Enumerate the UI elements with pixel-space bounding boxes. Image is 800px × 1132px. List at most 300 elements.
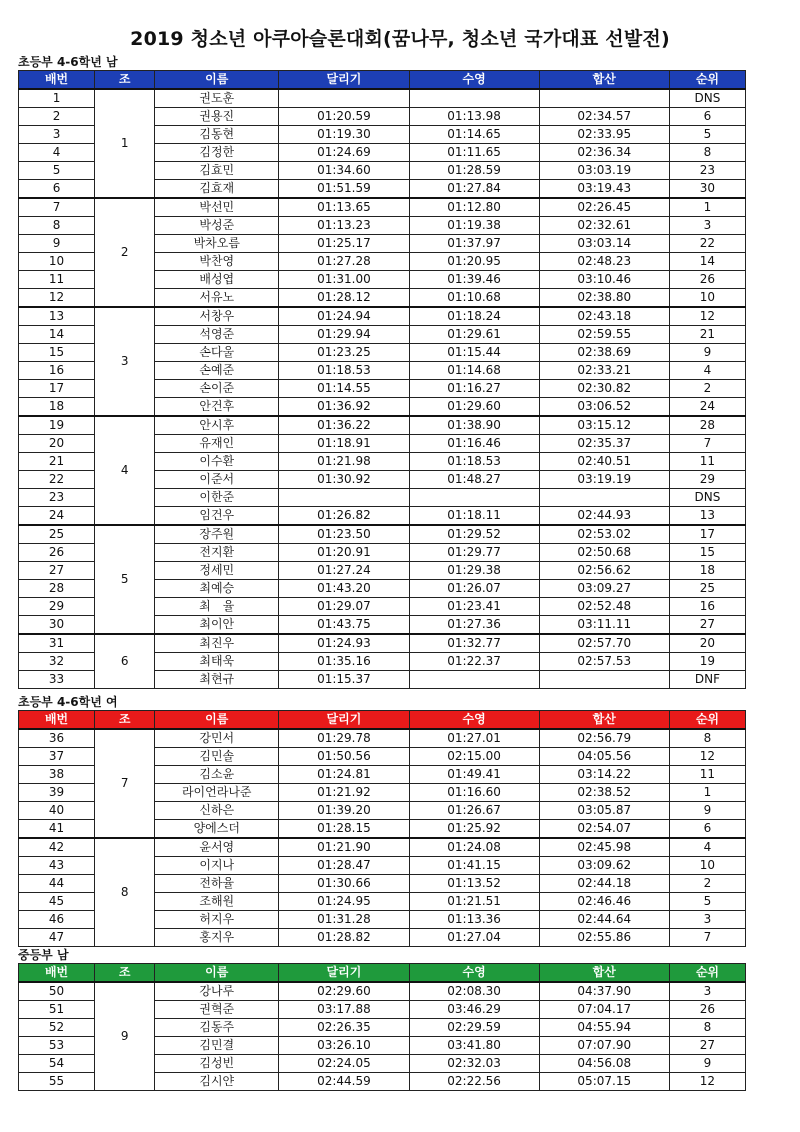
name-cell: 유재인 bbox=[155, 435, 279, 453]
name-cell: 라이언라나준 bbox=[155, 784, 279, 802]
total-time-cell: 07:07.90 bbox=[539, 1037, 669, 1055]
name-cell: 안건후 bbox=[155, 398, 279, 417]
swim-time-cell: 01:32.77 bbox=[409, 634, 539, 653]
bib-cell: 23 bbox=[19, 489, 95, 507]
total-time-cell: 02:54.07 bbox=[539, 820, 669, 839]
swim-time-cell: 01:27.84 bbox=[409, 180, 539, 199]
run-time-cell: 02:26.35 bbox=[279, 1019, 409, 1037]
run-time-cell: 01:27.28 bbox=[279, 253, 409, 271]
total-time-cell: 04:56.08 bbox=[539, 1055, 669, 1073]
section-title: 초등부 4-6학년 여 bbox=[18, 695, 118, 709]
swim-time-cell: 01:25.92 bbox=[409, 820, 539, 839]
rank-cell: 12 bbox=[669, 748, 745, 766]
total-time-cell: 04:05.56 bbox=[539, 748, 669, 766]
swim-time-cell: 03:46.29 bbox=[409, 1001, 539, 1019]
total-time-cell: 04:55.94 bbox=[539, 1019, 669, 1037]
name-cell: 박선민 bbox=[155, 198, 279, 217]
name-cell: 김정한 bbox=[155, 144, 279, 162]
run-time-cell: 01:29.94 bbox=[279, 326, 409, 344]
rank-cell: 4 bbox=[669, 838, 745, 857]
bib-cell: 13 bbox=[19, 307, 95, 326]
run-time-cell: 01:24.93 bbox=[279, 634, 409, 653]
rank-cell: 3 bbox=[669, 911, 745, 929]
run-time-cell: 01:14.55 bbox=[279, 380, 409, 398]
section-title: 중등부 남 bbox=[18, 948, 69, 962]
bib-cell: 28 bbox=[19, 580, 95, 598]
total-time-cell: 04:37.90 bbox=[539, 982, 669, 1001]
swim-time-cell: 01:27.01 bbox=[409, 729, 539, 748]
table-row bbox=[19, 634, 746, 653]
header-run: 달리기 bbox=[279, 71, 409, 90]
swim-time-cell: 01:26.07 bbox=[409, 580, 539, 598]
rank-cell: 8 bbox=[669, 729, 745, 748]
swim-time-cell: 01:49.41 bbox=[409, 766, 539, 784]
bib-cell: 29 bbox=[19, 598, 95, 616]
total-time-cell: 03:19.43 bbox=[539, 180, 669, 199]
swim-time-cell: 02:15.00 bbox=[409, 748, 539, 766]
run-time-cell: 01:28.15 bbox=[279, 820, 409, 839]
rank-cell: 8 bbox=[669, 1019, 745, 1037]
name-cell: 김동현 bbox=[155, 126, 279, 144]
bib-cell: 31 bbox=[19, 634, 95, 653]
swim-time-cell: 01:39.46 bbox=[409, 271, 539, 289]
run-time-cell: 01:29.07 bbox=[279, 598, 409, 616]
swim-time-cell: 01:12.80 bbox=[409, 198, 539, 217]
run-time-cell: 01:24.81 bbox=[279, 766, 409, 784]
name-cell: 손다울 bbox=[155, 344, 279, 362]
bib-cell: 44 bbox=[19, 875, 95, 893]
section-title: 초등부 4-6학년 남 bbox=[18, 55, 118, 69]
run-time-cell: 01:24.94 bbox=[279, 307, 409, 326]
run-time-cell: 01:15.37 bbox=[279, 671, 409, 689]
swim-time-cell: 02:08.30 bbox=[409, 982, 539, 1001]
rank-cell: 16 bbox=[669, 598, 745, 616]
table-row bbox=[19, 307, 746, 326]
total-time-cell: 02:55.86 bbox=[539, 929, 669, 947]
run-time-cell: 01:39.20 bbox=[279, 802, 409, 820]
swim-time-cell: 01:24.08 bbox=[409, 838, 539, 857]
run-time-cell: 01:29.78 bbox=[279, 729, 409, 748]
name-cell: 권도훈 bbox=[155, 89, 279, 108]
rank-cell: 22 bbox=[669, 235, 745, 253]
total-time-cell bbox=[539, 489, 669, 507]
rank-cell: 12 bbox=[669, 1073, 745, 1091]
total-time-cell: 03:09.27 bbox=[539, 580, 669, 598]
group-cell: 7 bbox=[95, 729, 155, 838]
run-time-cell: 01:13.23 bbox=[279, 217, 409, 235]
total-time-cell: 02:26.45 bbox=[539, 198, 669, 217]
run-time-cell: 01:26.82 bbox=[279, 507, 409, 526]
name-cell: 서창우 bbox=[155, 307, 279, 326]
name-cell: 최이안 bbox=[155, 616, 279, 635]
rank-cell: 17 bbox=[669, 525, 745, 544]
name-cell: 허지우 bbox=[155, 911, 279, 929]
bib-cell: 41 bbox=[19, 820, 95, 839]
rank-cell: 29 bbox=[669, 471, 745, 489]
bib-cell: 24 bbox=[19, 507, 95, 526]
name-cell: 손예준 bbox=[155, 362, 279, 380]
name-cell: 윤서영 bbox=[155, 838, 279, 857]
swim-time-cell: 01:20.95 bbox=[409, 253, 539, 271]
name-cell: 김효재 bbox=[155, 180, 279, 199]
rank-cell: 6 bbox=[669, 108, 745, 126]
bib-cell: 43 bbox=[19, 857, 95, 875]
table-row bbox=[19, 416, 746, 435]
run-time-cell: 01:25.17 bbox=[279, 235, 409, 253]
bib-cell: 39 bbox=[19, 784, 95, 802]
run-time-cell: 02:29.60 bbox=[279, 982, 409, 1001]
swim-time-cell: 01:27.36 bbox=[409, 616, 539, 635]
run-time-cell: 01:36.22 bbox=[279, 416, 409, 435]
run-time-cell: 01:30.92 bbox=[279, 471, 409, 489]
name-cell: 권혁준 bbox=[155, 1001, 279, 1019]
header-run: 달리기 bbox=[279, 964, 409, 983]
bib-cell: 45 bbox=[19, 893, 95, 911]
rank-cell: 11 bbox=[669, 453, 745, 471]
run-time-cell bbox=[279, 89, 409, 108]
name-cell: 김민결 bbox=[155, 1037, 279, 1055]
rank-cell: 20 bbox=[669, 634, 745, 653]
name-cell: 김민솔 bbox=[155, 748, 279, 766]
swim-time-cell: 01:16.60 bbox=[409, 784, 539, 802]
name-cell: 신하은 bbox=[155, 802, 279, 820]
header-group: 조 bbox=[95, 71, 155, 90]
total-time-cell bbox=[539, 89, 669, 108]
run-time-cell: 01:18.91 bbox=[279, 435, 409, 453]
table-row bbox=[19, 198, 746, 217]
swim-time-cell: 01:13.36 bbox=[409, 911, 539, 929]
swim-time-cell: 01:18.24 bbox=[409, 307, 539, 326]
group-cell: 3 bbox=[95, 307, 155, 416]
rank-cell: 5 bbox=[669, 126, 745, 144]
name-cell: 이수환 bbox=[155, 453, 279, 471]
bib-cell: 3 bbox=[19, 126, 95, 144]
rank-cell: 1 bbox=[669, 784, 745, 802]
bib-cell: 14 bbox=[19, 326, 95, 344]
total-time-cell: 07:04.17 bbox=[539, 1001, 669, 1019]
rank-cell: 26 bbox=[669, 1001, 745, 1019]
swim-time-cell: 01:16.46 bbox=[409, 435, 539, 453]
rank-cell: DNS bbox=[669, 489, 745, 507]
total-time-cell: 02:48.23 bbox=[539, 253, 669, 271]
run-time-cell: 01:23.25 bbox=[279, 344, 409, 362]
bib-cell: 54 bbox=[19, 1055, 95, 1073]
run-time-cell: 01:35.16 bbox=[279, 653, 409, 671]
name-cell: 최진우 bbox=[155, 634, 279, 653]
total-time-cell: 03:03.14 bbox=[539, 235, 669, 253]
bib-cell: 52 bbox=[19, 1019, 95, 1037]
run-time-cell: 03:17.88 bbox=[279, 1001, 409, 1019]
total-time-cell: 02:46.46 bbox=[539, 893, 669, 911]
run-time-cell: 01:43.75 bbox=[279, 616, 409, 635]
header-rank: 순위 bbox=[669, 71, 745, 90]
rank-cell: 7 bbox=[669, 435, 745, 453]
rank-cell: 8 bbox=[669, 144, 745, 162]
header-swim: 수영 bbox=[409, 71, 539, 90]
bib-cell: 26 bbox=[19, 544, 95, 562]
run-time-cell: 01:34.60 bbox=[279, 162, 409, 180]
run-time-cell: 01:31.28 bbox=[279, 911, 409, 929]
total-time-cell: 02:57.70 bbox=[539, 634, 669, 653]
swim-time-cell: 01:16.27 bbox=[409, 380, 539, 398]
swim-time-cell: 01:29.52 bbox=[409, 525, 539, 544]
name-cell: 박찬영 bbox=[155, 253, 279, 271]
swim-time-cell: 01:37.97 bbox=[409, 235, 539, 253]
swim-time-cell: 01:18.11 bbox=[409, 507, 539, 526]
total-time-cell: 02:36.34 bbox=[539, 144, 669, 162]
swim-time-cell: 01:23.41 bbox=[409, 598, 539, 616]
header-swim: 수영 bbox=[409, 964, 539, 983]
bib-cell: 21 bbox=[19, 453, 95, 471]
bib-cell: 6 bbox=[19, 180, 95, 199]
rank-cell: 1 bbox=[669, 198, 745, 217]
swim-time-cell: 01:13.98 bbox=[409, 108, 539, 126]
swim-time-cell bbox=[409, 89, 539, 108]
name-cell: 석영준 bbox=[155, 326, 279, 344]
bib-cell: 51 bbox=[19, 1001, 95, 1019]
header-bib: 배번 bbox=[19, 964, 95, 983]
run-time-cell bbox=[279, 489, 409, 507]
swim-time-cell: 01:28.59 bbox=[409, 162, 539, 180]
rank-cell: 3 bbox=[669, 217, 745, 235]
header-rank: 순위 bbox=[669, 964, 745, 983]
rank-cell: DNS bbox=[669, 89, 745, 108]
rank-cell: 3 bbox=[669, 982, 745, 1001]
rank-cell: 27 bbox=[669, 1037, 745, 1055]
total-time-cell: 02:44.64 bbox=[539, 911, 669, 929]
bib-cell: 42 bbox=[19, 838, 95, 857]
rank-cell: 19 bbox=[669, 653, 745, 671]
bib-cell: 32 bbox=[19, 653, 95, 671]
bib-cell: 1 bbox=[19, 89, 95, 108]
rank-cell: 4 bbox=[669, 362, 745, 380]
run-time-cell: 01:18.53 bbox=[279, 362, 409, 380]
header-name: 이름 bbox=[155, 964, 279, 983]
table-row bbox=[19, 982, 746, 1001]
group-cell: 6 bbox=[95, 634, 155, 689]
swim-time-cell: 01:29.38 bbox=[409, 562, 539, 580]
total-time-cell: 02:59.55 bbox=[539, 326, 669, 344]
bib-cell: 17 bbox=[19, 380, 95, 398]
run-time-cell: 01:28.82 bbox=[279, 929, 409, 947]
results-table bbox=[18, 70, 746, 689]
name-cell: 홍지우 bbox=[155, 929, 279, 947]
bib-cell: 2 bbox=[19, 108, 95, 126]
group-cell: 9 bbox=[95, 982, 155, 1091]
name-cell: 강민서 bbox=[155, 729, 279, 748]
bib-cell: 47 bbox=[19, 929, 95, 947]
swim-time-cell: 01:15.44 bbox=[409, 344, 539, 362]
swim-time-cell: 01:41.15 bbox=[409, 857, 539, 875]
swim-time-cell: 01:38.90 bbox=[409, 416, 539, 435]
name-cell: 김성빈 bbox=[155, 1055, 279, 1073]
total-time-cell: 02:43.18 bbox=[539, 307, 669, 326]
rank-cell: DNF bbox=[669, 671, 745, 689]
bib-cell: 38 bbox=[19, 766, 95, 784]
total-time-cell: 02:33.21 bbox=[539, 362, 669, 380]
name-cell: 정세민 bbox=[155, 562, 279, 580]
name-cell: 최예승 bbox=[155, 580, 279, 598]
swim-time-cell bbox=[409, 671, 539, 689]
header-total: 합산 bbox=[539, 711, 669, 730]
rank-cell: 2 bbox=[669, 380, 745, 398]
rank-cell: 9 bbox=[669, 802, 745, 820]
bib-cell: 9 bbox=[19, 235, 95, 253]
swim-time-cell: 01:13.52 bbox=[409, 875, 539, 893]
header-run: 달리기 bbox=[279, 711, 409, 730]
group-cell: 5 bbox=[95, 525, 155, 634]
total-time-cell: 02:56.79 bbox=[539, 729, 669, 748]
name-cell: 배성엽 bbox=[155, 271, 279, 289]
total-time-cell: 02:44.18 bbox=[539, 875, 669, 893]
run-time-cell: 01:27.24 bbox=[279, 562, 409, 580]
run-time-cell: 01:23.50 bbox=[279, 525, 409, 544]
bib-cell: 4 bbox=[19, 144, 95, 162]
total-time-cell: 03:14.22 bbox=[539, 766, 669, 784]
name-cell: 박성준 bbox=[155, 217, 279, 235]
page-title: 2019 청소년 아쿠아슬론대회(꿈나무, 청소년 국가대표 선발전) bbox=[130, 28, 670, 50]
swim-time-cell: 01:14.65 bbox=[409, 126, 539, 144]
total-time-cell: 02:40.51 bbox=[539, 453, 669, 471]
total-time-cell: 03:15.12 bbox=[539, 416, 669, 435]
run-time-cell: 01:13.65 bbox=[279, 198, 409, 217]
header-rank: 순위 bbox=[669, 711, 745, 730]
bib-cell: 40 bbox=[19, 802, 95, 820]
run-time-cell: 02:24.05 bbox=[279, 1055, 409, 1073]
total-time-cell: 02:57.53 bbox=[539, 653, 669, 671]
rank-cell: 15 bbox=[669, 544, 745, 562]
group-cell: 4 bbox=[95, 416, 155, 525]
swim-time-cell: 01:27.04 bbox=[409, 929, 539, 947]
table-row bbox=[19, 89, 746, 108]
swim-time-cell: 01:48.27 bbox=[409, 471, 539, 489]
bib-cell: 5 bbox=[19, 162, 95, 180]
bib-cell: 50 bbox=[19, 982, 95, 1001]
swim-time-cell: 01:14.68 bbox=[409, 362, 539, 380]
name-cell: 최태욱 bbox=[155, 653, 279, 671]
swim-time-cell: 01:11.65 bbox=[409, 144, 539, 162]
total-time-cell: 03:03.19 bbox=[539, 162, 669, 180]
bib-cell: 16 bbox=[19, 362, 95, 380]
bib-cell: 53 bbox=[19, 1037, 95, 1055]
rank-cell: 23 bbox=[669, 162, 745, 180]
run-time-cell: 01:28.47 bbox=[279, 857, 409, 875]
rank-cell: 2 bbox=[669, 875, 745, 893]
name-cell: 최현규 bbox=[155, 671, 279, 689]
rank-cell: 27 bbox=[669, 616, 745, 635]
run-time-cell: 01:21.90 bbox=[279, 838, 409, 857]
group-cell: 2 bbox=[95, 198, 155, 307]
swim-time-cell: 01:29.77 bbox=[409, 544, 539, 562]
rank-cell: 6 bbox=[669, 820, 745, 839]
swim-time-cell: 03:41.80 bbox=[409, 1037, 539, 1055]
total-time-cell: 02:38.80 bbox=[539, 289, 669, 308]
bib-cell: 8 bbox=[19, 217, 95, 235]
bib-cell: 36 bbox=[19, 729, 95, 748]
run-time-cell: 01:30.66 bbox=[279, 875, 409, 893]
run-time-cell: 02:44.59 bbox=[279, 1073, 409, 1091]
bib-cell: 18 bbox=[19, 398, 95, 417]
run-time-cell: 01:24.69 bbox=[279, 144, 409, 162]
total-time-cell: 02:44.93 bbox=[539, 507, 669, 526]
bib-cell: 15 bbox=[19, 344, 95, 362]
name-cell: 장주원 bbox=[155, 525, 279, 544]
total-time-cell: 02:38.52 bbox=[539, 784, 669, 802]
run-time-cell: 01:24.95 bbox=[279, 893, 409, 911]
rank-cell: 7 bbox=[669, 929, 745, 947]
header-bib: 배번 bbox=[19, 71, 95, 90]
total-time-cell: 02:50.68 bbox=[539, 544, 669, 562]
run-time-cell: 01:51.59 bbox=[279, 180, 409, 199]
run-time-cell: 01:20.59 bbox=[279, 108, 409, 126]
bib-cell: 37 bbox=[19, 748, 95, 766]
bib-cell: 25 bbox=[19, 525, 95, 544]
header-total: 합산 bbox=[539, 71, 669, 90]
total-time-cell: 02:52.48 bbox=[539, 598, 669, 616]
run-time-cell: 01:36.92 bbox=[279, 398, 409, 417]
swim-time-cell: 01:26.67 bbox=[409, 802, 539, 820]
rank-cell: 26 bbox=[669, 271, 745, 289]
rank-cell: 28 bbox=[669, 416, 745, 435]
header-group: 조 bbox=[95, 711, 155, 730]
header-name: 이름 bbox=[155, 71, 279, 90]
total-time-cell: 03:19.19 bbox=[539, 471, 669, 489]
rank-cell: 30 bbox=[669, 180, 745, 199]
name-cell: 강나루 bbox=[155, 982, 279, 1001]
name-cell: 김효민 bbox=[155, 162, 279, 180]
name-cell: 손이준 bbox=[155, 380, 279, 398]
total-time-cell: 03:05.87 bbox=[539, 802, 669, 820]
bib-cell: 33 bbox=[19, 671, 95, 689]
swim-time-cell: 01:18.53 bbox=[409, 453, 539, 471]
results-table bbox=[18, 710, 746, 947]
rank-cell: 21 bbox=[669, 326, 745, 344]
rank-cell: 13 bbox=[669, 507, 745, 526]
swim-time-cell: 01:29.61 bbox=[409, 326, 539, 344]
bib-cell: 55 bbox=[19, 1073, 95, 1091]
swim-time-cell bbox=[409, 489, 539, 507]
rank-cell: 5 bbox=[669, 893, 745, 911]
name-cell: 이지나 bbox=[155, 857, 279, 875]
total-time-cell: 03:11.11 bbox=[539, 616, 669, 635]
name-cell: 전하율 bbox=[155, 875, 279, 893]
name-cell: 김동주 bbox=[155, 1019, 279, 1037]
name-cell: 김소윤 bbox=[155, 766, 279, 784]
total-time-cell: 02:35.37 bbox=[539, 435, 669, 453]
rank-cell: 10 bbox=[669, 857, 745, 875]
name-cell: 이준서 bbox=[155, 471, 279, 489]
bib-cell: 20 bbox=[19, 435, 95, 453]
total-time-cell: 03:10.46 bbox=[539, 271, 669, 289]
header-group: 조 bbox=[95, 964, 155, 983]
swim-time-cell: 01:22.37 bbox=[409, 653, 539, 671]
swim-time-cell: 01:29.60 bbox=[409, 398, 539, 417]
rank-cell: 11 bbox=[669, 766, 745, 784]
results-table bbox=[18, 963, 746, 1091]
group-cell: 1 bbox=[95, 89, 155, 198]
name-cell: 김시얀 bbox=[155, 1073, 279, 1091]
swim-time-cell: 01:10.68 bbox=[409, 289, 539, 308]
header-total: 합산 bbox=[539, 964, 669, 983]
bib-cell: 46 bbox=[19, 911, 95, 929]
total-time-cell: 03:09.62 bbox=[539, 857, 669, 875]
rank-cell: 25 bbox=[669, 580, 745, 598]
table-row bbox=[19, 838, 746, 857]
rank-cell: 10 bbox=[669, 289, 745, 308]
run-time-cell: 01:50.56 bbox=[279, 748, 409, 766]
rank-cell: 9 bbox=[669, 1055, 745, 1073]
bib-cell: 12 bbox=[19, 289, 95, 308]
